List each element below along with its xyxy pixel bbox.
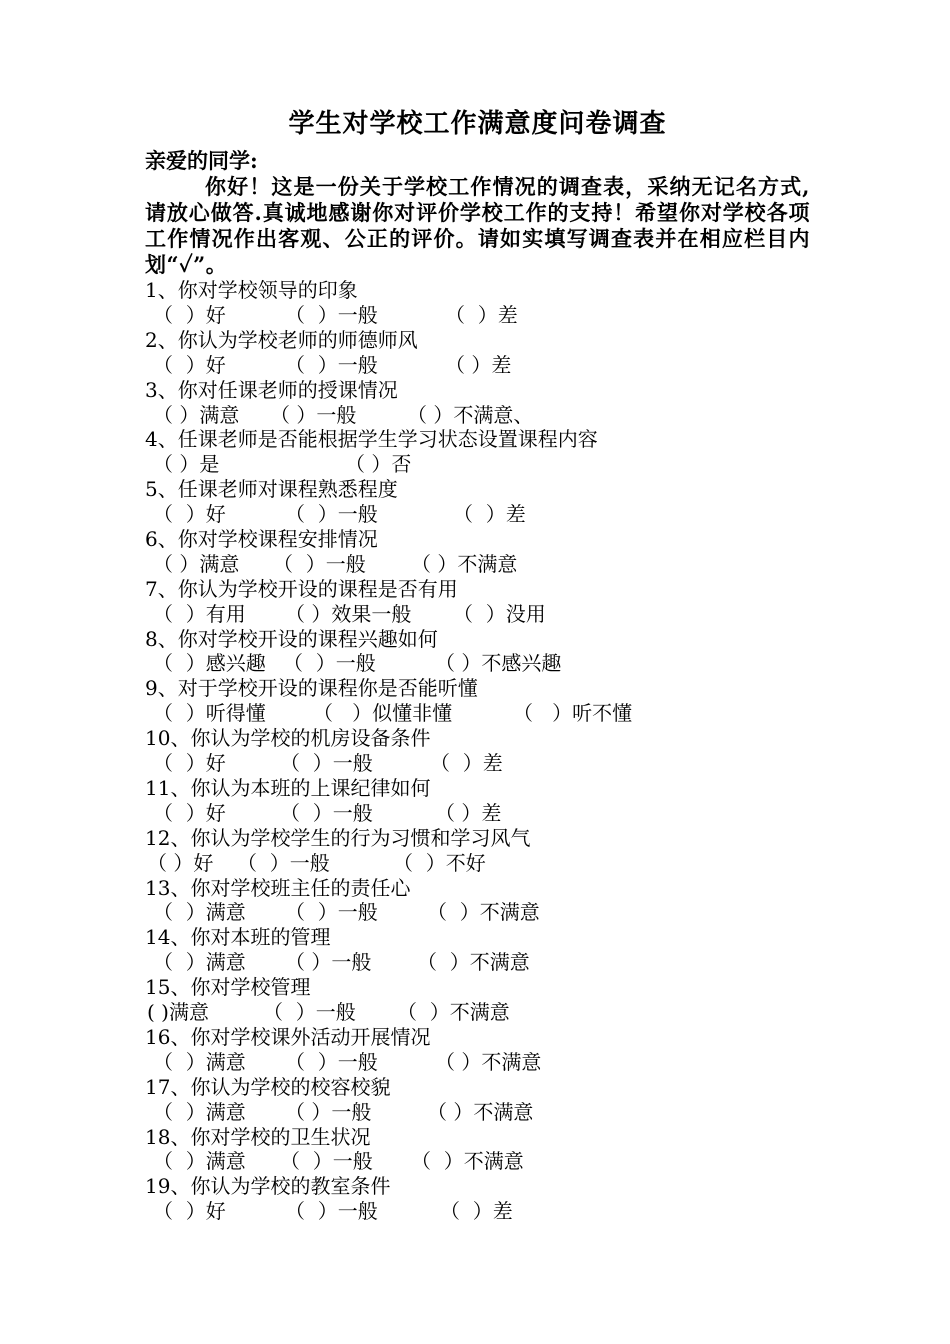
answer-option[interactable]: （ ）一般 [263, 1000, 356, 1025]
answer-option[interactable]: （ ）一般 [280, 800, 373, 825]
answer-option[interactable]: （ ）满意 [153, 1149, 246, 1174]
answer-option[interactable]: （ ）感兴趣 [153, 651, 266, 676]
option-row [145, 900, 810, 925]
question-text: 1、你对学校领导的印象 [145, 278, 358, 302]
answer-option[interactable]: （ ）好 [153, 302, 226, 327]
question-text: 10、你认为学校的机房设备条件 [145, 726, 431, 751]
answer-option[interactable]: （ ）不满意 [427, 1099, 534, 1124]
answer-option[interactable]: （ ）不满意、 [407, 402, 534, 427]
answer-option[interactable]: （ ）不满意 [427, 900, 540, 925]
document-title: 学生对学校工作满意度问卷调查 [288, 109, 667, 139]
answer-option[interactable]: ( )满意 [147, 1000, 209, 1025]
greeting: 亲爱的同学: [145, 148, 258, 173]
answer-option[interactable]: （ ）一般 [280, 1149, 373, 1174]
answer-option[interactable]: （ ）满意 [153, 1099, 246, 1124]
option-row [145, 1100, 810, 1125]
answer-option[interactable]: （ ）好 [147, 850, 214, 875]
question-item [145, 925, 810, 975]
answer-option[interactable]: （ ）一般 [237, 850, 330, 875]
answer-option[interactable]: （ ）差 [445, 352, 512, 377]
question-item [145, 776, 810, 826]
option-row [145, 353, 810, 378]
intro-paragraph: 你好！这是一份关于学校工作情况的调查表，采纳无记名方式,请放心做答.真诚地感谢你对评价学校工作的支持！希望你对学校各项工作情况作出客观、公正的评价。请如实填写调查表并在相应栏目内划“✓”。 [145, 174, 810, 277]
question-item [145, 1025, 810, 1075]
question-item [145, 378, 810, 428]
answer-option[interactable]: （ ）不满意 [397, 1000, 510, 1025]
option-row [145, 950, 810, 975]
question-item [145, 427, 810, 477]
option-row [145, 602, 810, 627]
option-row [145, 502, 810, 527]
question-text: 8、你对学校开设的课程兴趣如何 [145, 626, 438, 651]
option-row [145, 701, 810, 726]
answer-option[interactable]: （ ）不满意 [411, 551, 518, 576]
answer-option[interactable]: （ ）满意 [153, 1049, 246, 1074]
answer-option[interactable]: （ ）听得懂 [153, 701, 266, 726]
question-text: 19、你认为学校的教室条件 [145, 1174, 391, 1199]
document-page [145, 104, 810, 1224]
question-text: 2、你认为学校老师的师德师风 [145, 327, 418, 352]
answer-option[interactable]: （ ）是 [153, 452, 220, 477]
answer-option[interactable]: （ ）一般 [285, 1049, 378, 1074]
option-row [145, 1149, 810, 1174]
question-item [145, 826, 810, 876]
question-item [145, 278, 810, 328]
question-text: 4、任课老师是否能根据学生学习状态设置课程内容 [145, 427, 598, 452]
option-row [145, 403, 810, 428]
question-item [145, 527, 810, 577]
question-text: 15、你对学校管理 [145, 975, 311, 1000]
question-text: 18、你对学校的卫生状况 [145, 1124, 371, 1149]
answer-option[interactable]: （ ）一般 [273, 551, 366, 576]
question-item [145, 876, 810, 926]
answer-option[interactable]: （ ）差 [445, 302, 518, 327]
answer-option[interactable]: （ ）不满意 [411, 1149, 524, 1174]
question-item [145, 1075, 810, 1125]
question-text: 13、你对学校班主任的责任心 [145, 875, 411, 900]
question-list [145, 278, 810, 1224]
answer-option[interactable]: （ ）不满意 [417, 950, 530, 975]
answer-option[interactable]: （ ）满意 [153, 551, 240, 576]
answer-option[interactable]: （ ）满意 [153, 900, 246, 925]
question-item [145, 726, 810, 776]
answer-option[interactable]: （ ）不满意 [435, 1049, 542, 1074]
question-item [145, 577, 810, 627]
answer-option[interactable]: （ ）一般 [285, 1099, 372, 1124]
answer-option[interactable]: （ ）没用 [453, 601, 546, 626]
answer-option[interactable]: （ ）差 [440, 1199, 513, 1224]
question-text: 12、你认为学校学生的行为习惯和学习风气 [145, 825, 531, 850]
question-item [145, 328, 810, 378]
question-item [145, 975, 810, 1025]
option-row [145, 751, 810, 776]
answer-option[interactable]: （ ）差 [430, 751, 503, 776]
option-row [145, 1000, 810, 1025]
answer-option[interactable]: （ ）满意 [153, 950, 246, 975]
answer-option[interactable]: （ ）有用 [153, 601, 246, 626]
answer-option[interactable]: （ ）一般 [285, 302, 378, 327]
answer-option[interactable]: （ ）一般 [285, 502, 378, 527]
answer-option[interactable]: （ ）否 [345, 452, 412, 477]
option-row [145, 303, 810, 328]
answer-option[interactable]: （ ）一般 [285, 1199, 378, 1224]
option-row [145, 851, 810, 876]
option-row [145, 1199, 810, 1224]
answer-option[interactable]: （ ）差 [435, 800, 502, 825]
question-text: 3、你对任课老师的授课情况 [145, 377, 398, 402]
option-row [145, 552, 810, 577]
answer-option[interactable]: （ ）不感兴趣 [435, 651, 562, 676]
answer-option[interactable]: （ ）一般 [280, 751, 373, 776]
answer-option[interactable]: （ ）好 [153, 751, 226, 776]
option-row [145, 1050, 810, 1075]
question-text: 7、你认为学校开设的课程是否有用 [145, 576, 458, 601]
option-row [145, 651, 810, 676]
question-item [145, 676, 810, 726]
answer-option[interactable]: （ ）似懂非懂 [313, 701, 453, 726]
option-row [145, 452, 810, 477]
question-item [145, 1125, 810, 1175]
question-text: 5、任课老师对课程熟悉程度 [145, 477, 398, 502]
question-text: 17、你认为学校的校容校貌 [145, 1074, 391, 1099]
question-text: 9、对于学校开设的课程你是否能听懂 [145, 676, 478, 701]
answer-option[interactable]: （ ）满意 [153, 402, 240, 427]
question-text: 16、你对学校课外活动开展情况 [145, 1024, 431, 1049]
answer-option[interactable]: （ ）一般 [285, 950, 372, 975]
question-text: 11、你认为本班的上课纪律如何 [145, 775, 431, 800]
answer-option[interactable]: （ ）一般 [285, 352, 378, 377]
question-item [145, 1174, 810, 1224]
option-row [145, 801, 810, 826]
answer-option[interactable]: （ ）好 [153, 352, 226, 377]
answer-option[interactable]: （ ）差 [453, 502, 526, 527]
answer-option[interactable]: （ ）好 [153, 502, 226, 527]
answer-option[interactable]: （ ）听不懂 [513, 701, 633, 726]
answer-option[interactable]: （ ）一般 [285, 900, 378, 925]
question-item [145, 627, 810, 677]
answer-option[interactable]: （ ）好 [153, 800, 226, 825]
question-item [145, 477, 810, 527]
answer-option[interactable]: （ ）好 [153, 1199, 226, 1224]
question-text: 6、你对学校课程安排情况 [145, 526, 378, 551]
answer-option[interactable]: （ ）一般 [283, 651, 376, 676]
question-text: 14、你对本班的管理 [145, 925, 331, 950]
answer-option[interactable]: （ ）一般 [270, 402, 357, 427]
answer-option[interactable]: （ ）不好 [393, 850, 486, 875]
answer-option[interactable]: （ ）效果一般 [285, 601, 412, 626]
